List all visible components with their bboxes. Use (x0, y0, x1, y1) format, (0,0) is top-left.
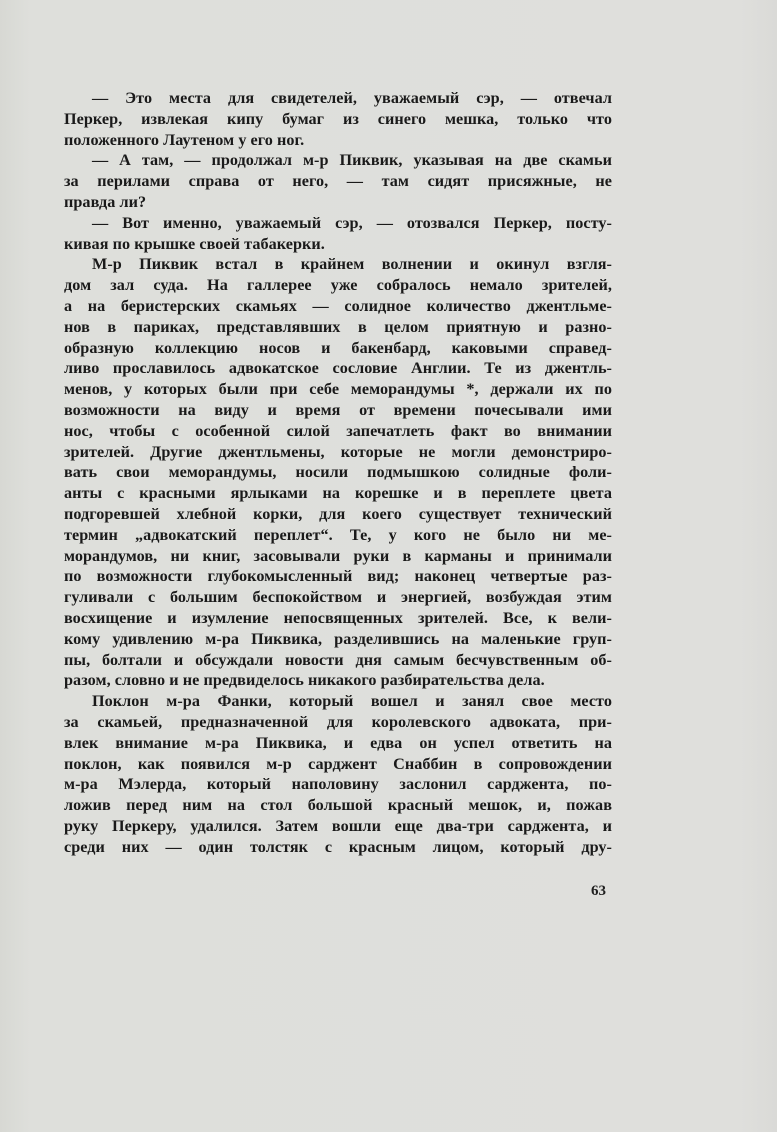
text-line: вать свои меморандумы, носили подмышкою солидные фоли- (64, 463, 612, 482)
text-line: термин „адвокатский переплет“. Те, у кого не было ни ме- (64, 525, 612, 544)
text-line: поклон, как появился м-р сарджент Снаббин в сопровождении (64, 754, 612, 773)
text-line: влек внимание м-ра Пиквика, и едва он успел ответить на (64, 733, 612, 752)
text-line: зрителей. Другие джентльмены, которые не могли демонстриро- (64, 442, 612, 461)
page-number: 63 (591, 883, 606, 899)
text-line: анты с красными ярлыками на корешке и в переплете цвета (64, 484, 612, 503)
page-body-text (64, 88, 612, 857)
text-line: правда ли? (64, 192, 147, 211)
text-line: а на беристерских скамьях — солидное количество джентльме- (64, 296, 612, 315)
text-line: подгоревшей хлебной корки, для коего существует технический (64, 504, 612, 523)
text-line: за скамьей, предназначенной для королевского адвоката, при- (64, 712, 612, 731)
paragraph (64, 150, 612, 212)
text-line: — А там, — продолжал м-р Пиквик, указывая на две скамьи (92, 151, 612, 170)
text-line: гуливали с большим беспокойством и энергией, возбуждая этим (64, 588, 612, 607)
text-line: дом зал суда. На галлерее уже собралось немало зрителей, (64, 276, 612, 295)
text-line: по возможности глубокомысленный вид; наконец четвертые раз- (64, 567, 612, 586)
text-line: морандумов, ни книг, засовывали руки в карманы и принимали (64, 546, 612, 565)
text-line: за перилами справа от него, — там сидят присяжные, не (64, 172, 612, 191)
text-line: нос, чтобы с особенной силой запечатлеть факт во внимании (64, 421, 612, 440)
text-line: Перкер, извлекая кипу бумаг из синего мешка, только что (64, 109, 612, 128)
text-line: нов в париках, представлявших в целом приятную и разно- (64, 317, 612, 336)
text-line: ложив перед ним на стол большой красный мешок, и, пожав (64, 796, 612, 815)
text-line: ливо прославилось адвокатское сословие Англии. Те из джентль- (64, 359, 612, 378)
text-line: Поклон м-ра Фанки, который вошел и занял свое место (92, 692, 612, 711)
text-line: м-ра Мэлерда, который наполовину заслонил сарджента, по- (64, 775, 612, 794)
paragraph (64, 691, 612, 857)
text-line: кивая по крышке своей табакерки. (64, 234, 325, 253)
text-line: разом, словно и не предвиделось никакого разбирательства дела. (64, 671, 545, 690)
text-line: среди них — один толстяк с красным лицом, который дру- (64, 837, 612, 856)
text-line: возможности на виду и время от времени почесывали ими (64, 400, 612, 419)
text-line: М-р Пиквик встал в крайнем волнении и окинул взгля- (92, 255, 612, 274)
text-line: восхищение и изумление непосвященных зрителей. Все, к вели- (64, 608, 612, 627)
paragraph (64, 88, 612, 150)
paragraph (64, 213, 612, 255)
text-line: положенного Лаутеном у его ног. (64, 130, 305, 149)
text-line: руку Перкеру, удалился. Затем вошли еще два-три сарджента, и (64, 816, 612, 835)
text-line: пы, болтали и обсуждали новости дня самым бесчувственным об- (64, 650, 612, 669)
text-line: — Вот именно, уважаемый сэр, — отозвался Перкер, посту- (92, 213, 612, 232)
text-line: менов, у которых были при себе меморандумы *, держали их по (64, 380, 612, 399)
text-line: — Это места для свидетелей, уважаемый сэр, — отвечал (92, 89, 612, 107)
text-line: кому удивлению м-ра Пиквика, разделившись на маленькие груп- (64, 629, 612, 648)
paragraph (64, 254, 612, 691)
text-line: образную коллекцию носов и бакенбард, каковыми справед- (64, 338, 612, 357)
